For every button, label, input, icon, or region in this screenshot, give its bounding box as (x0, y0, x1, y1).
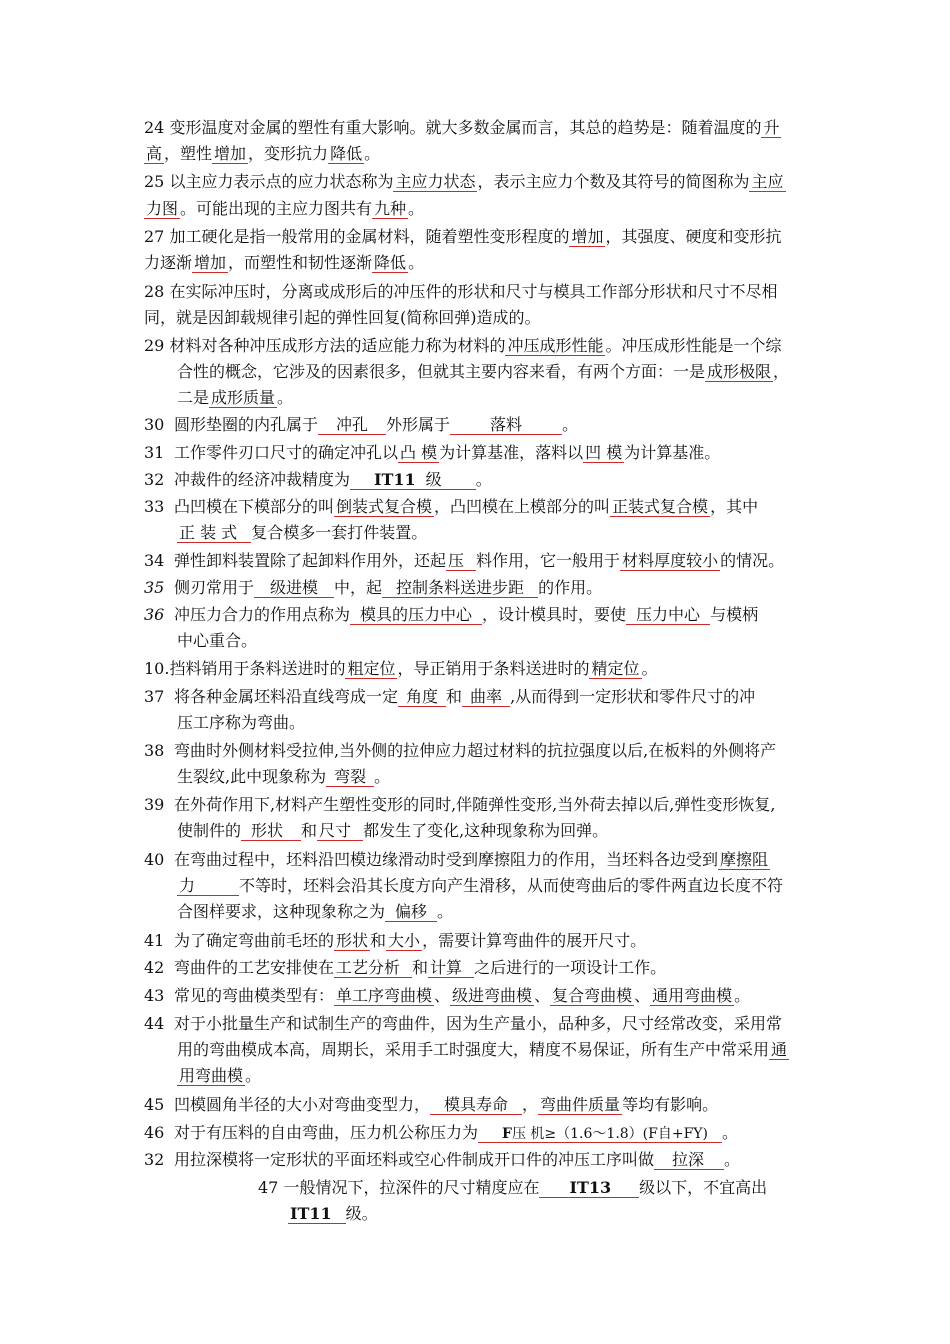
q24-line1: 24 变形温度对金属的塑性有重大影响。就大多数金属而言，其总的趋势是：随着温度的 升 (144, 118, 780, 137)
q28-line2: 同，就是因卸载规律引起的弹性回复(简称回弹)造成的。 (144, 308, 541, 327)
q36-line1: 36 冲压力合力的作用点称为 模具的压力中心 ，设计模具时，要使 压力中心 与模柄 (144, 605, 759, 624)
q34-line: 34 弹性卸料装置除了起卸料作用外，还起 压 料作用，它一般用于 材料厚度较小 的情况。 (144, 551, 785, 570)
q37-line1: 37 将各种金属坯料沿直线弯成一定 角度 和 曲率 ,从而得到一定形状和零件尺寸的冲 (144, 687, 756, 706)
q40-line3: 合图样要求，这种现象称之为 偏移 。 (177, 902, 454, 921)
q31-line: 31 工作零件刃口尺寸的确定冲孔以 凸 模 为计算基准，落料以 凹 模 为计算基准。 (144, 443, 721, 462)
q39-line1: 39 在外荷作用下,材料产生塑性变形的同时,伴随弹性变形,当外荷去掉以后,弹性变形恢复, (144, 795, 776, 814)
q27-line1: 27 加工硬化是指一般常用的金属材料，随着塑性变形程度的 增加 ，其强度、硬度和变形抗 (144, 227, 782, 246)
q40-line1: 40 在弯曲过程中，坯料沿凹模边缘滑动时受到摩擦阻力的作用，当坯料各边受到 摩擦阻 (144, 850, 769, 869)
q10-line: 10.挡料销用于条料送进时的 粗定位 ，导正销用于条料送进时的 精定位 。 (144, 659, 658, 678)
q44-line2: 用的弯曲模成本高，周期长，采用手工时强度大，精度不易保证，所有生产中常采用 通 (177, 1040, 788, 1059)
q29-line1: 29 材料对各种冲压成形方法的适应能力称为材料的 冲压成形性能 。冲压成形性能是一个综 (144, 336, 782, 355)
q47-line2: IT11 级。 (290, 1204, 378, 1223)
q46-line: 46 对于有压料的自由弯曲，压力机公称压力为 F压 机≥（1.6～1.8）(F自+FY) 。 (144, 1123, 739, 1142)
q33-line1: 33 凸凹模在下模部分的叫 倒装式复合模 ，凸凹模在上模部分的叫 正装式复合模 ，其中 (144, 497, 759, 516)
q41-line: 41 为了确定弯曲前毛坯的 形状 和 大小 ，需要计算弯曲件的展开尺寸。 (144, 931, 647, 950)
q43-line: 43 常见的弯曲模类型有： 单工序弯曲模 、 级进弯曲模 、 复合弯曲模 、 通用弯曲模 。 (144, 986, 751, 1005)
q38-line1: 38 弯曲时外侧材料受拉伸,当外侧的拉伸应力超过材料的抗拉强度以后,在板料的外侧将产 (144, 741, 777, 760)
q27-line2: 力逐渐 增加 ，而塑性和韧性逐渐 降低 。 (144, 253, 425, 272)
q33-line2: 正 装 式 复合模多一套打件装置。 (179, 523, 428, 542)
q29-line3: 二是 成形质量 。 (177, 388, 294, 407)
q25-line2: 力图 。可能出现的主应力图共有 九种 。 (146, 199, 425, 218)
q35-line: 35 侧刃常用于 级进模 中，起 控制条料送进步距 的作用。 (144, 578, 603, 597)
q32b-line: 32 用拉深模将一定形状的平面坯料或空心件制成开口件的冲压工序叫做 拉深 。 (144, 1150, 741, 1169)
q29-line2: 合性的概念，它涉及的因素很多，但就其主要内容来看，有两个方面：一是 成形极限 ， (177, 362, 790, 381)
q40-line2: 力 不等时，坯料会沿其长度方向产生滑移，从而使弯曲后的零件两直边长度不符 (179, 876, 784, 895)
q32-line: 32 冲裁件的经济冲裁精度为 IT11 级 。 (144, 470, 492, 489)
q36-line2: 中心重合。 (177, 631, 258, 650)
q45-line: 45 凹模圆角半径的大小对弯曲变型力， 模具寿命 ， 弯曲件质量 等均有影响。 (144, 1095, 719, 1114)
q39-line2: 使制件的 形状 和 尺寸 都发生了变化,这种现象称为回弹。 (177, 821, 609, 840)
q44-line1: 44 对于小批量生产和试制生产的弯曲件，因为生产量小，品种多，尺寸经常改变，采用常 (144, 1014, 783, 1033)
q42-line: 42 弯曲件的工艺安排使在 工艺分析 和 计算 之后进行的一项设计工作。 (144, 958, 667, 977)
q25-line1: 25 以主应力表示点的应力状态称为 主应力状态 ，表示主应力个数及其符号的简图称为 主应 (144, 172, 784, 191)
q47-line1: 47 一般情况下，拉深件的尺寸精度应在 IT13 级以下，不宜高出 (258, 1178, 768, 1197)
q44-line3: 用弯曲模 。 (179, 1066, 262, 1085)
q38-line2: 生裂纹,此中现象称为 弯裂 。 (177, 767, 391, 786)
q24-line2: 高 ，塑性 增加 ，变形抗力 降低 。 (146, 144, 381, 163)
q30-line: 30 圆形垫圈的内孔属于 冲孔 外形属于 落料 。 (144, 415, 579, 434)
q37-line2: 压工序称为弯曲。 (177, 713, 306, 732)
q28-line1: 28 在实际冲压时，分离或成形后的冲压件的形状和尺寸与模具工作部分形状和尺寸不尽相 (144, 282, 778, 301)
